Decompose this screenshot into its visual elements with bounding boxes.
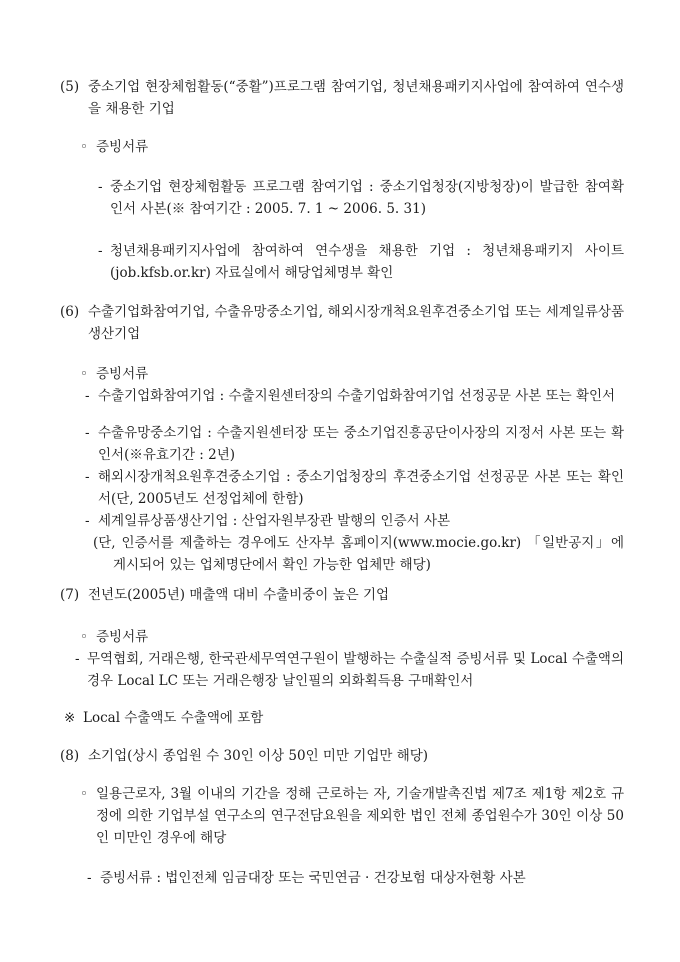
dash-marker: - <box>98 179 103 195</box>
section-7-heading-text: 전년도(2005년) 매출액 대비 수출비중이 높은 기업 <box>88 587 390 603</box>
dash-marker: - <box>85 388 90 404</box>
section-6-heading <box>60 301 624 345</box>
item-number: (7) <box>60 587 80 603</box>
bullet-marker: ◦ <box>80 629 88 645</box>
evidence-item-text: 청년채용패키지사업에 참여하여 연수생을 채용한 기업 : 청년채용패키지 사이트 (job.kfsb.or.kr) 자료실에서 해당업체명부 확인 <box>110 243 624 281</box>
section-8-criteria <box>80 783 624 849</box>
evidence-item-text: 수출유망중소기업 : 수출지원센터장 또는 중소기업진흥공단이사장의 지정서 사본 또는 확인서(※유효기간 : 2년) <box>98 425 624 463</box>
section-5-evidence-item-2 <box>98 240 624 284</box>
item-number: (8) <box>60 748 80 764</box>
dash-marker: - <box>85 425 90 441</box>
bullet-marker: ◦ <box>80 139 88 155</box>
section-6-evidence-note <box>93 532 624 576</box>
bullet-marker: ◦ <box>80 366 88 382</box>
section-5-evidence-label <box>80 136 624 158</box>
evidence-item-text: 무역협회, 거래은행, 한국관세무역연구원이 발행하는 수출실적 증빙서류 및 Local 수출액의 경우 Local LC 또는 거래은행장 날인필의 외화획득용 구매확인서 <box>87 651 624 689</box>
section-5-heading-text: 중소기업 현장체험활동(“중활”)프로그램 참여기업, 청년채용패키지사업에 참여하여 연수생을 채용한 기업 <box>88 79 624 117</box>
dash-marker: - <box>85 469 90 485</box>
item-number: (5) <box>60 79 80 95</box>
evidence-label-text: 증빙서류 <box>96 629 149 645</box>
section-8-heading <box>60 745 624 767</box>
evidence-item-text: 해외시장개척요원후견중소기업 : 중소기업청장의 후견중소기업 선정공문 사본 또는 확인서(단, 2005년도 선정업체에 한함) <box>98 469 624 507</box>
section-7-evidence-label <box>80 626 624 648</box>
section-5-evidence-item-1 <box>98 176 624 220</box>
evidence-item-text: 수출기업화참여기업 : 수출지원센터장의 수출기업화참여기업 선정공문 사본 또는 확인서 <box>98 388 616 404</box>
dash-marker: - <box>87 870 92 886</box>
section-8-evidence-item <box>87 867 624 889</box>
section-6-evidence-label <box>80 363 624 385</box>
evidence-note-text: (단, 인증서를 제출하는 경우에도 산자부 홈페이지(www.mocie.go.kr) 「일반공지」에 게시되어 있는 업체명단에서 확인 가능한 업체만 해당) <box>93 535 624 573</box>
evidence-item-text: 세계일류상품생산기업 : 산업자원부장관 발행의 인증서 사본 <box>98 513 451 529</box>
reference-mark: ※ <box>64 710 76 726</box>
dash-marker: - <box>98 243 103 259</box>
evidence-label-text: 증빙서류 <box>96 366 149 382</box>
section-7-heading <box>60 584 624 606</box>
local-export-note-text: Local 수출액도 수출액에 포함 <box>83 710 264 726</box>
section-8-heading-text: 소기업(상시 종업원 수 30인 이상 50인 미만 기업만 해당) <box>88 748 429 764</box>
section-6-heading-text: 수출기업화참여기업, 수출유망중소기업, 해외시장개척요원후견중소기업 또는 세계일류상품생산기업 <box>88 304 624 342</box>
evidence-label-text: 증빙서류 <box>96 139 149 155</box>
section-6-evidence-item-1 <box>85 385 624 407</box>
evidence-item-text: 증빙서류 : 법인전체 임금대장 또는 국민연금 · 건강보험 대상자현황 사본 <box>100 870 526 886</box>
bullet-marker: ◦ <box>80 786 88 802</box>
section-5-heading <box>60 76 624 120</box>
item-number: (6) <box>60 304 80 320</box>
local-export-note <box>64 707 624 729</box>
evidence-item-text: 중소기업 현장체험활동 프로그램 참여기업 : 중소기업청장(지방청장)이 발급한 참여확인서 사본(※ 참여기간 : 2005. 7. 1 ~ 2006. 5. 31) <box>110 179 624 217</box>
section-8-criteria-text: 일용근로자, 3월 이내의 기간을 정해 근로하는 자, 기술개발촉진법 제7조 제1항 제2호 규정에 의한 기업부설 연구소의 연구전담요원을 제외한 법인 전체 종업원수가 30인 이상 50인 미만인 경우에 해당 <box>96 786 624 846</box>
dash-marker: - <box>75 651 80 667</box>
section-6-evidence-item-2 <box>85 422 624 466</box>
section-7-evidence-item-1 <box>75 648 624 692</box>
section-6-evidence-item-3 <box>85 466 624 510</box>
dash-marker: - <box>85 513 90 529</box>
section-6-evidence-item-4 <box>85 510 624 532</box>
